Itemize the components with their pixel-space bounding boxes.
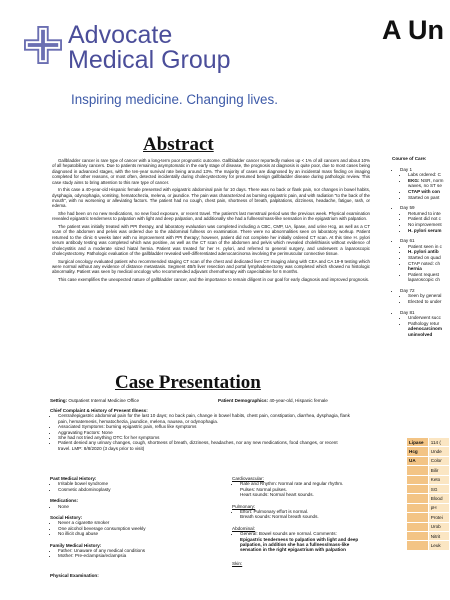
setting-label: Setting:: [50, 398, 68, 403]
table-row: [407, 438, 450, 447]
list-item: • Associated Symptoms: burning epigastric pain, reflux like symptoms: [58, 424, 350, 429]
pulmonary-heading: Pulmonary:: [232, 503, 256, 509]
day-label: • Day 59: [400, 205, 450, 211]
lab-value: Bilir: [428, 466, 449, 475]
list-item-continued: laparoscopic ch: [408, 277, 440, 283]
lab-value: Urob: [428, 522, 449, 531]
list-item: • Started on quad: [408, 255, 450, 261]
lab-value: pH: [428, 503, 449, 512]
demographics-value: 40-year-old, Hispanic female: [269, 398, 328, 403]
lab-label: UA: [407, 456, 429, 465]
table-row: [407, 531, 450, 540]
list-item: • Effort: Pulmonary effort is normal.: [240, 509, 364, 514]
abstract-paragraph: This case exemplifies the unexpected nature of gallbladder cancer, and the importance to remain diligent in our goal for early diagnosis and improved prognosis.: [58, 277, 370, 283]
list-item: • Mother: Pre-eclampsia/eclampsia: [58, 553, 200, 558]
lab-value: SG: [428, 484, 449, 493]
table-row: [407, 447, 450, 456]
list-item: • H. pylori serum: [408, 228, 450, 234]
breath-sounds-line: Breath sounds: Normal breath sounds.: [240, 514, 319, 520]
setting: [50, 398, 139, 403]
table-row: [407, 484, 450, 493]
lab-label: [407, 503, 429, 512]
list-item: • Patient request: [408, 272, 450, 278]
poster-title: A Un: [382, 15, 444, 45]
history-column: [50, 476, 200, 578]
social-history-heading: Social History:: [50, 515, 83, 521]
brand-name-line2: Medical Group: [68, 46, 231, 74]
cross-logo-icon: [24, 26, 62, 64]
abstract-paragraph: In this case a 40-year-old Hispanic female presented with epigastric abdominal pain for 10 days. There was no back or flank pain, nor changes in bowel habits, dysphagia, odynophagia, vomiting, hematochezia, melena, or jaundice. The pain was characterized as burning epigastric pain, and with radiation "to the back of the mouth", with no worsening or alleviating factors. The patient had no cough, chest pain, shortness of breath, palpitations, dizziness, headache, fatigue, rash, or edema.: [52, 187, 370, 209]
list-item: • General: Bowel sounds are normal. Comments:: [240, 531, 364, 536]
list-item: • Patient did not c: [408, 216, 450, 222]
list-item: • Father: Unaware of any medical conditions: [58, 548, 200, 553]
abstract-paragraph: The patient was initially treated with PPI therapy, and laboratory evaluation was completed including a CBC, CMP, UA, lipase, and urine Hcg, as well as a CT scan of the abdomen and pelvis was ordered due to the abdominal fullness on examination. There were no abnormalities seen on laboratory workup. Patient returned to the clinic 6 weeks later with no improvement with PPI therapy; however, patient did not complete her initially ordered CT scan. At this time H. pylori serum antibody testing was completed which was positive, as well as the CT scan of the abdomen and pelvis which revealed cholelithiasis without evidence of cholecystitis and a moderate sized hiatal hernia. Patient was treated for her H. pylori, and referred to general surgery, and underwent a laparoscopic cholecystectomy. Pathologic evaluation of the gallbladder revealed well-differentiated adenocarcinoma involving the perimuscular connective tissue.: [52, 224, 370, 257]
list-item: • Elected to under: [408, 299, 450, 305]
abdominal-heading: Abdominal:: [232, 525, 255, 531]
day-label: • Day 72: [400, 288, 450, 294]
lab-value: Unde: [428, 447, 449, 456]
lab-label: [407, 484, 429, 493]
list-item-continued: adenocarcinom: [408, 326, 442, 332]
lab-value: Color: [428, 456, 449, 465]
setting-value: Outpatient Internal Medicine Office: [68, 398, 140, 403]
table-row: [407, 522, 450, 531]
table-row: [407, 494, 450, 503]
list-item: • Seen by general: [408, 293, 450, 299]
cardiovascular-heading: Cardiovascular:: [232, 476, 264, 481]
day-items: [392, 315, 450, 337]
table-row: [407, 541, 450, 550]
lab-label: Lipase: [407, 438, 429, 447]
list-item: • Irritable bowel syndrome: [58, 481, 200, 486]
skin-heading: Skin:: [232, 560, 243, 566]
lab-label: [407, 513, 429, 522]
list-item: • Started on pant: [408, 195, 450, 201]
day-items: [392, 293, 450, 304]
past-medical-list: [50, 481, 200, 492]
list-item-continued: uninvolved: [408, 332, 433, 338]
day-label: • Day 61: [400, 238, 450, 244]
list-item: • CTAP noted: ch: [408, 261, 450, 267]
list-item: • Never a cigarette smoker: [58, 520, 200, 525]
day-items: [392, 211, 450, 233]
list-item: • Rate and Rhythm: Normal rate and regular rhythm.: [240, 481, 364, 486]
lab-results-table: [406, 437, 450, 551]
medications-heading: Medications:: [50, 498, 79, 504]
brand-tagline: Inspiring medicine. Changing lives.: [71, 92, 278, 107]
lab-value: 114 (: [428, 438, 449, 447]
lab-label: [407, 522, 429, 531]
family-history-list: [50, 548, 200, 559]
case-presentation-heading: Case Presentation: [115, 372, 261, 393]
list-item: • Cosmetic abdominoplasty: [58, 487, 200, 492]
list-item: • No improvement: [408, 222, 450, 228]
list-item: • None: [58, 504, 200, 509]
list-item: • H. pylori antib: [408, 249, 450, 255]
table-row: [407, 475, 450, 484]
table-row: [407, 466, 450, 475]
heart-sounds-line: Heart sounds: Normal heart sounds.: [240, 492, 314, 498]
list-item: • One alcohol beverage consumption weekly: [58, 526, 200, 531]
table-row: [407, 503, 450, 512]
list-item-continued: hernia: [408, 266, 422, 272]
lab-value: Protei: [428, 513, 449, 522]
social-history-list: [50, 520, 200, 536]
past-medical-heading: Past Medical History:: [50, 476, 97, 481]
table-row: [407, 513, 450, 522]
list-item: • Pathology retur: [408, 321, 450, 327]
day-items: [392, 172, 450, 200]
list-item: • Patient seen in c: [408, 244, 450, 250]
abstract-paragraph: Surgical oncology evaluated patient who recommended staging CT scan of the chest and dedicated liver CT imaging along with CEA and CA 19-9 testing which were normal without any evidence of distance metastasis. Segment 4B/5 liver resection and portal lymphadenectomy was completed which showed no histologic abnormality. Patient was seen by medical oncology who recommended adjuvant chemotherapy with capecitabine for 6 months.: [52, 258, 370, 275]
chief-complaint: [50, 408, 350, 451]
list-item: • Patient denied any urinary changes, cough, shortness of breath, dizziness, headaches, nor any new medications, food changes, or recent travel. LMP: 8/8/2020 (3 days prior to visit): [58, 440, 350, 451]
brand-name-line1: Advocate: [68, 21, 173, 49]
abstract-body: [52, 158, 370, 285]
list-item: • She had not tried anything OTC for her symptoms: [58, 435, 350, 440]
abdominal-finding: Epigastric tenderness to palpation with light and deep palpation, in addition she has a fullness/mass-like sensation in the right epigastrium with palpation: [240, 536, 359, 553]
lab-value: Keto: [428, 475, 449, 484]
pulses-line: Pulses: Normal pulses.: [240, 486, 287, 492]
lab-label: [407, 475, 429, 484]
list-item-continued: waves, no ST se: [408, 183, 442, 189]
lab-label: Hcg: [407, 447, 429, 456]
list-item: • No illicit drug abuse: [58, 531, 200, 536]
course-of-care: [392, 156, 450, 338]
lab-value: Nitrit: [428, 531, 449, 540]
abstract-paragraph: Gallbladder cancer is rare type of cancer with a long-term poor prognostic outcome. Gallbladder cancer reportedly makes up < 1% of all cancers and about 10% of all hepatobiliary cancers. Due to patients remaining asymptomatic in the early stage of disease, the prognosis at diagnosis is quite poor, due to most cases being diagnosed in advanced stages, with the ten-year survival rate being around 13%. The majority of cases are diagnosed by an incidental mass finding on imaging completed for other reasons, or most often, detected incidentally during cholecystectomy for presumed benign gallbladder disease during pathologic review. This case study aims to bring attention to this rare type of cancer.: [52, 158, 370, 185]
family-history-heading: Family Medical History:: [50, 542, 102, 548]
list-item: • Returned to inte: [408, 211, 450, 217]
medications-list: [50, 504, 200, 509]
list-item: • Underwent succ: [408, 315, 450, 321]
chief-complaint-heading: Chief Complaint & History of Present Illness:: [50, 408, 148, 413]
lab-label: [407, 494, 429, 503]
list-item: • Labs ordered: C: [408, 172, 450, 178]
day-items: [392, 244, 450, 283]
lab-label: [407, 541, 429, 550]
table-row: [407, 456, 450, 465]
course-of-care-heading: Course of Care:: [392, 156, 427, 161]
abstract-heading: Abstract: [143, 134, 214, 155]
list-item-bold: EKG:: [408, 177, 420, 183]
lab-label: [407, 531, 429, 540]
list-item: • Aggravating Factors: None: [58, 430, 350, 435]
day-label: • Day 1: [400, 167, 450, 173]
demographics-label: Patient Demographics:: [218, 398, 269, 403]
lab-value: Blood: [428, 494, 449, 503]
exam-column: [232, 476, 364, 566]
patient-demographics: [218, 398, 328, 403]
chief-complaint-list: [50, 413, 350, 451]
abstract-paragraph: She had been on no new medications, no new food exposure, or recent travel. The patient's last menstrual period was the previous week. Physical examination revealed epigastric tenderness to palpation with light and deep palpation, and additionally she had a fullness/mass-like sensation in the epigastrium with palpation.: [52, 211, 370, 222]
list-item: • CTAP with con: [408, 189, 450, 195]
list-item: • Central/epigastric abdominal pain for the last 10 days; no back pain, change in bowel habits, chest pain, constipation, diarrhea, dysphagia, flank pain, hematemesis, hematochezia, jaundice, melena, nausea, or odynophagia.: [58, 413, 350, 424]
lab-value: Leuk: [428, 541, 449, 550]
lab-label: [407, 466, 429, 475]
list-item-rest: NSR, norm: [419, 177, 444, 183]
day-label: • Day 81: [400, 310, 450, 316]
physical-exam-heading: Physical Examination:: [50, 572, 99, 578]
